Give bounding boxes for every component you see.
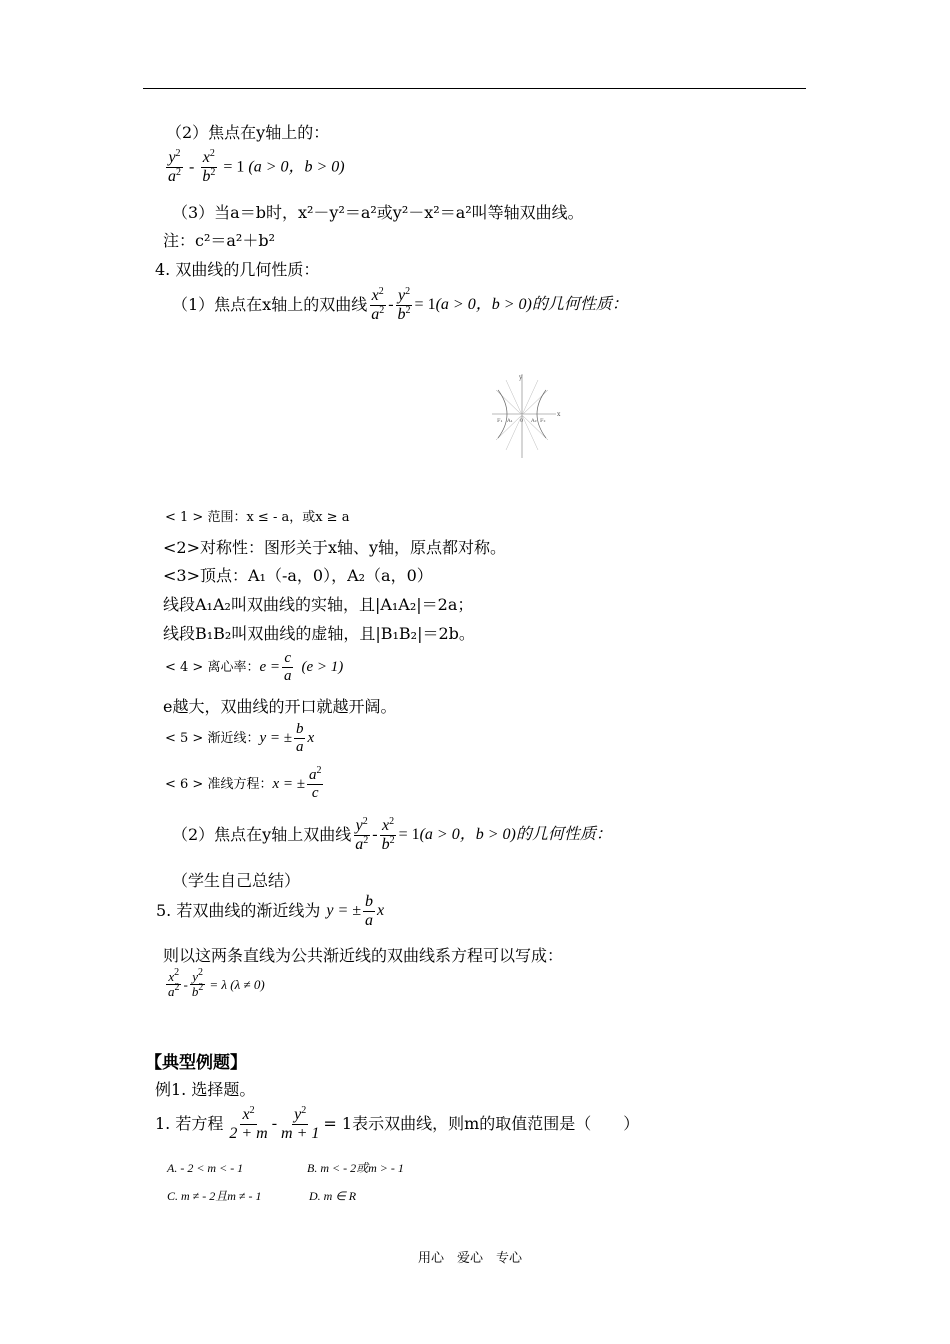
asymptote-line: < 5 > 渐近线： y = ± $\frac{b}{a}$ x [165, 721, 315, 755]
imaginary-axis-text: 线段B₁B₂叫双曲线的虚轴，且|B₁B₂|＝2b。 [163, 624, 475, 643]
examples-heading: 【典型例题】 [145, 1053, 247, 1073]
property-2-line: （2）焦点在y轴上双曲线 $\frac{y^2}{a^2}$ - $\frac{x^2}{b^2}$ = 1 (a > 0，b > 0)的几何性质： [172, 816, 612, 853]
item-5-text: 则以这两条直线为公共渐近线的双曲线系方程可以写成： [163, 946, 564, 965]
symmetry-text: <2>对称性：图形关于x轴、y轴，原点都对称。 [163, 538, 507, 557]
f2-label: F₂ [540, 418, 546, 424]
option-a: A. - 2 < m < - 1 [167, 1161, 244, 1175]
footer-text: 用心 爱心 专心 [418, 1251, 523, 1266]
hyperbola-figure [488, 370, 568, 460]
hyperbola-family-equation: $\frac{x^2}{a^2}$ - $\frac{y^2}{b^2}$ = λ (λ ≠ 0) [168, 967, 265, 1000]
a2-label: A₂ [531, 418, 537, 424]
vertex-text: <3>顶点：A₁（-a，0），A₂（a，0） [163, 566, 433, 585]
directrix-line: < 6 > 准线方程： x = ± $\frac{a^2}{c}$ [165, 765, 322, 801]
equation-y-axis-hyperbola: $\frac{y^2}{a^2}$ - $\frac{x^2}{b^2}$ = 1 (a > 0，b > 0) [168, 148, 345, 185]
option-c: C. m ≠ - 2且m ≠ - 1 [167, 1189, 262, 1203]
question-1: 1. 若方程 $\frac{x^2}{2 + m}$ - $\frac{y^2}{m + 1}$ = 1表示双曲线，则m的取值范围是（ ） [155, 1105, 640, 1142]
property-1-line: （1）焦点在x轴上的双曲线 $\frac{x^2}{a^2}$ - $\frac{y^2}{b^2}$ = 1 (a > 0，b > 0)的几何性质： [172, 286, 628, 323]
section-3-text: （3）当a＝b时，x²－y²＝a²或y²－x²＝a²叫等轴双曲线。 [172, 203, 584, 222]
self-summary: （学生自己总结） [172, 871, 301, 890]
x-axis-label: x [557, 411, 561, 418]
example-1-label: 例1. 选择题。 [155, 1080, 256, 1099]
item-5-line: 5. 若双曲线的渐近线为 y = ± $\frac{b}{a}$ x [156, 893, 385, 929]
f1-label: F₁ [497, 418, 503, 424]
eccentricity-line: < 4 > 离心率： e = $\frac{c}{a}$ (e > 1) [165, 650, 344, 684]
y-axis-label: y [519, 374, 523, 381]
real-axis-text: 线段A₁A₂叫双曲线的实轴，且|A₁A₂|＝2a； [163, 595, 474, 614]
a1-label: A₁ [507, 418, 513, 424]
option-d: D. m ∈ R [309, 1189, 357, 1203]
section-2-label: （2）焦点在y轴上的： [166, 123, 330, 142]
heading-4: 4. 双曲线的几何性质： [155, 260, 320, 279]
origin-label: 0 [520, 418, 524, 424]
note-text: 注：c²＝a²＋b² [163, 231, 275, 250]
eccentricity-note: e越大，双曲线的开口就越开阔。 [163, 697, 397, 716]
header-rule [143, 88, 806, 89]
range-text: < 1 > 范围：x ≤ - a，或x ≥ a [165, 510, 350, 525]
option-b: B. m < - 2或m > - 1 [307, 1161, 404, 1175]
